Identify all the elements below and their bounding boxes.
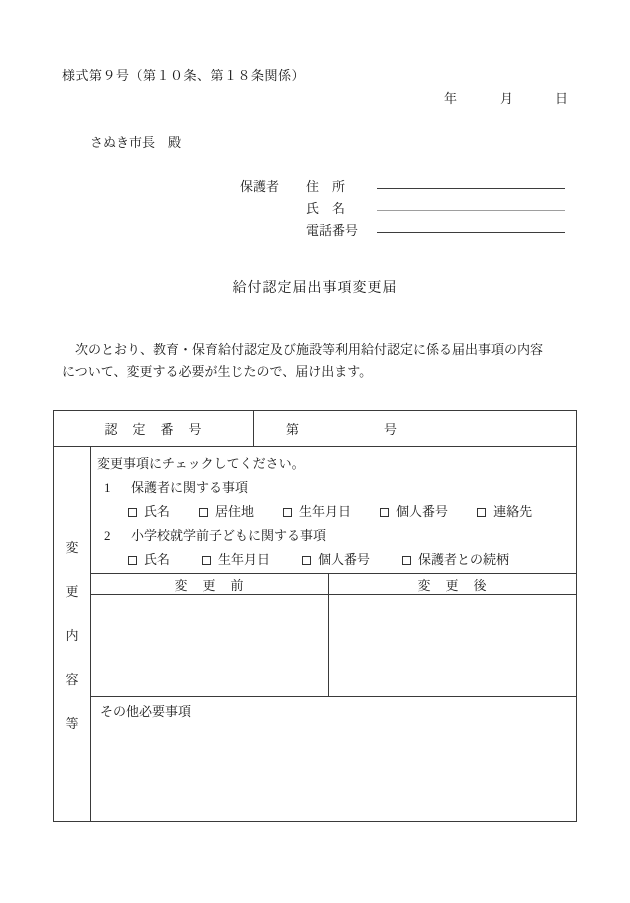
date-year-label: 年	[444, 91, 458, 106]
checkbox-icon[interactable]	[128, 556, 137, 565]
checkbox-icon[interactable]	[199, 508, 208, 517]
guardian-phone-row	[240, 220, 565, 242]
address-field-label: 住 所	[306, 179, 346, 194]
group1-title: 保護者に関する事項	[131, 480, 249, 495]
date-line	[444, 88, 568, 107]
before-content-cell[interactable]	[91, 595, 329, 696]
side-label-char: 等	[65, 715, 79, 731]
phone-field-label: 電話番号	[306, 223, 359, 238]
group2-number: 2	[104, 528, 111, 543]
checkbox-icon[interactable]	[302, 556, 311, 565]
checkbox-label: 氏名	[144, 552, 171, 567]
side-label-char: 変	[65, 539, 79, 555]
group1-number: 1	[104, 480, 111, 495]
side-label-change-details	[54, 447, 91, 821]
side-label-char: 更	[65, 583, 79, 599]
name-field-label: 氏 名	[306, 201, 346, 216]
checkbox-label: 個人番号	[318, 552, 371, 567]
checkbox-icon[interactable]	[283, 508, 292, 517]
cert-number-suffix: 号	[384, 422, 398, 437]
guardian-label: 保護者	[240, 179, 280, 194]
checkbox-label: 居住地	[215, 504, 255, 519]
checkbox-instruction: 変更事項にチェックしてください。	[97, 456, 305, 471]
before-after-header-row	[91, 573, 576, 595]
cert-number-value-cell[interactable]	[254, 411, 576, 446]
before-header: 変 更 前	[91, 574, 329, 594]
addressee: さぬき市長 殿	[90, 135, 182, 150]
guardian-name-row	[240, 198, 565, 220]
group1-checkbox-row	[91, 500, 576, 524]
change-details-section	[54, 447, 576, 821]
checkbox-icon[interactable]	[128, 508, 137, 517]
change-details-main	[91, 447, 576, 821]
form-table	[53, 410, 577, 822]
body-line-1: 次のとおり、教育・保育給付認定及び施設等利用給付認定に係る届出事項の内容	[62, 342, 544, 357]
checkbox-label: 生年月日	[299, 504, 352, 519]
name-input-line[interactable]	[377, 198, 565, 211]
date-month-label: 月	[500, 91, 514, 106]
checkbox-item-birthdate[interactable]	[283, 500, 351, 524]
checkbox-label: 生年月日	[218, 552, 271, 567]
group2-title: 小学校就学前子どもに関する事項	[131, 528, 327, 543]
side-label-char: 容	[65, 671, 79, 687]
document-title: 給付認定届出事項変更届	[232, 281, 398, 296]
checkbox-label: 個人番号	[396, 504, 449, 519]
date-day-label: 日	[555, 91, 569, 106]
group2-checkbox-row	[91, 548, 576, 572]
checkbox-icon[interactable]	[402, 556, 411, 565]
group2-title-row	[91, 524, 576, 548]
guardian-block	[240, 176, 565, 242]
checkbox-item-relationship[interactable]	[402, 548, 509, 572]
checkbox-icon[interactable]	[477, 508, 486, 517]
phone-input-line[interactable]	[377, 220, 565, 233]
side-label-char: 内	[65, 627, 79, 643]
before-after-content-row	[91, 595, 576, 696]
checkbox-label: 保護者との続柄	[418, 552, 510, 567]
cert-number-label: 認 定 番 号	[54, 411, 254, 446]
checkbox-label: 氏名	[144, 504, 171, 519]
checkbox-label: 連絡先	[493, 504, 533, 519]
form-number: 様式第９号（第１０条、第１８条関係）	[62, 68, 306, 83]
cert-number-prefix: 第	[286, 422, 300, 437]
group1-title-row	[91, 476, 576, 500]
checkbox-item-child-name[interactable]	[128, 548, 170, 572]
checkbox-item-contact[interactable]	[477, 500, 532, 524]
body-paragraph	[62, 339, 574, 383]
checkbox-icon[interactable]	[202, 556, 211, 565]
after-header: 変 更 後	[417, 577, 488, 593]
other-items-label: その他必要事項	[100, 704, 192, 719]
checkbox-item-personal-number[interactable]	[380, 500, 448, 524]
checkbox-item-residence[interactable]	[199, 500, 254, 524]
checkbox-icon[interactable]	[380, 508, 389, 517]
checkbox-item-name[interactable]	[128, 500, 170, 524]
after-content-cell[interactable]	[329, 595, 576, 696]
guardian-address-row	[240, 176, 565, 198]
checkbox-item-child-birthdate[interactable]	[202, 548, 270, 572]
checkbox-section	[91, 447, 576, 573]
cert-number-row	[54, 411, 576, 447]
checkbox-item-child-personal-number[interactable]	[302, 548, 370, 572]
address-input-line[interactable]	[377, 176, 565, 189]
other-items-cell[interactable]	[91, 696, 576, 821]
body-line-2: について、変更する必要が生じたので、届け出ます。	[62, 364, 373, 379]
